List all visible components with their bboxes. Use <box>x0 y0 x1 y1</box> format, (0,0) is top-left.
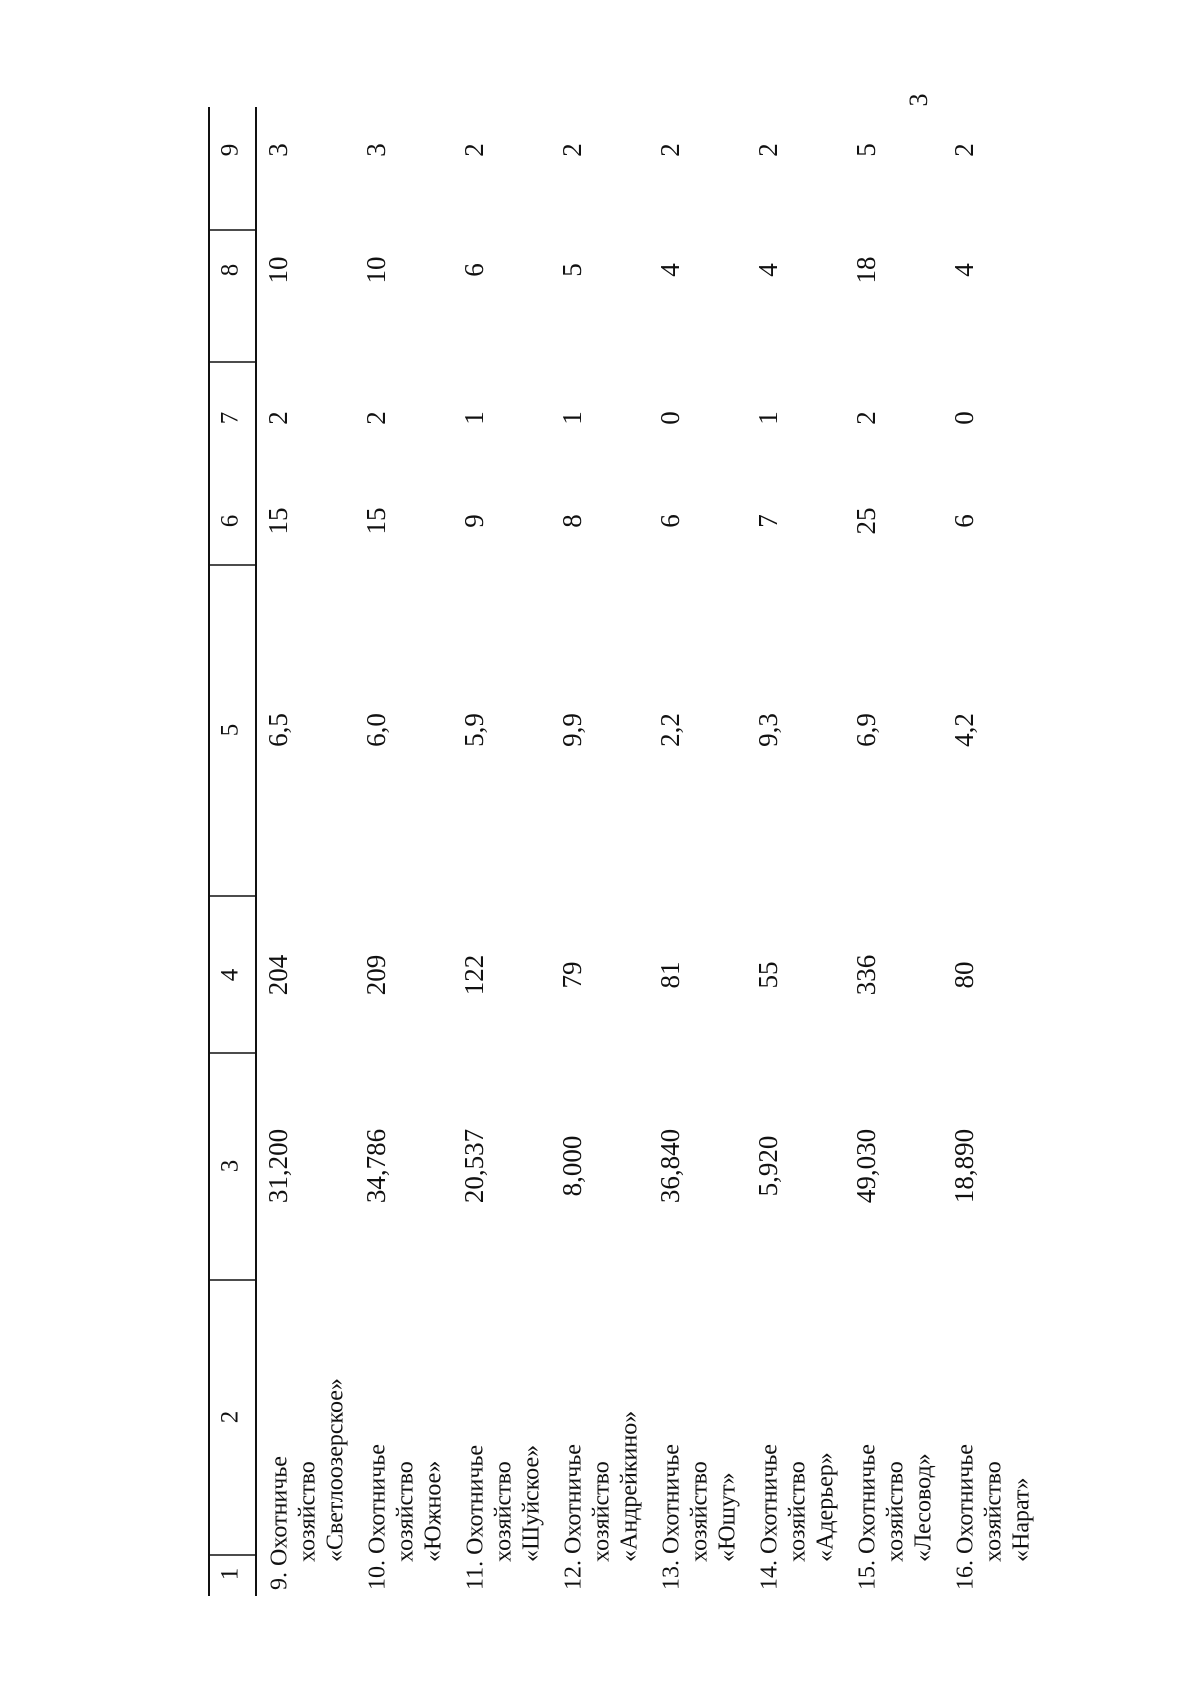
table-cell: 4 <box>753 263 784 277</box>
row-name-continuation: хозяйство <box>784 1461 811 1562</box>
column-header: 5 <box>216 723 244 737</box>
table-cell: 2 <box>655 143 686 157</box>
row-name-continuation: хозяйство <box>392 1461 419 1562</box>
table-cell: 34,786 <box>361 1128 392 1204</box>
table-cell: 10 <box>263 256 294 284</box>
table-cell: 2 <box>263 411 294 425</box>
table-cell: 15 <box>263 507 294 535</box>
table-cell: 36,840 <box>655 1128 686 1204</box>
row-name-continuation: «Светлоозерское» <box>322 1378 349 1562</box>
table-cell: 2 <box>851 411 882 425</box>
table-cell: 1 <box>753 411 784 425</box>
table-cell: 8 <box>557 514 588 528</box>
row-name-line: 15. Охотничье <box>854 1444 881 1590</box>
row-name-line: 12. Охотничье <box>560 1444 587 1590</box>
table-cell: 10 <box>361 256 392 284</box>
table-cell: 6 <box>655 514 686 528</box>
table-cell: 5 <box>851 143 882 157</box>
table-cell: 2,2 <box>655 713 686 747</box>
table-cell: 122 <box>459 954 490 996</box>
column-header: 9 <box>216 143 244 157</box>
table-cell: 55 <box>753 961 784 989</box>
row-name-line: 14. Охотничье <box>756 1444 783 1590</box>
row-name-continuation: «Нарат» <box>1008 1477 1035 1562</box>
row-name-line: 16. Охотничье <box>952 1444 979 1590</box>
table-cell: 2 <box>459 143 490 157</box>
table-cell: 4 <box>949 263 980 277</box>
table-cell: 9,9 <box>557 713 588 747</box>
table-cell: 15 <box>361 507 392 535</box>
column-header: 7 <box>216 411 244 425</box>
row-name-continuation: хозяйство <box>980 1461 1007 1562</box>
table-cell: 2 <box>361 411 392 425</box>
column-header: 3 <box>216 1159 244 1173</box>
table-cell: 79 <box>557 961 588 989</box>
page-number: 3 <box>903 93 933 107</box>
column-header: 6 <box>216 514 244 528</box>
table-cell: 81 <box>655 961 686 989</box>
table-cell: 25 <box>851 507 882 535</box>
table-cell: 9,3 <box>753 713 784 747</box>
column-header: 2 <box>216 1410 244 1424</box>
row-name-continuation: «Лесовод» <box>910 1453 937 1562</box>
table-body <box>263 143 1034 1590</box>
table-cell: 1 <box>459 411 490 425</box>
table-cell: 2 <box>949 143 980 157</box>
table-cell: 5 <box>557 263 588 277</box>
column-header: 1 <box>216 1567 244 1581</box>
table-cell: 18,890 <box>949 1128 980 1204</box>
row-name-continuation: «Юшут» <box>714 1472 741 1562</box>
table-header <box>217 144 244 1581</box>
table-cell: 20,537 <box>459 1128 490 1204</box>
table-cell: 9 <box>459 514 490 528</box>
row-name-continuation: хозяйство <box>588 1461 615 1562</box>
table-cell: 0 <box>655 411 686 425</box>
row-name-line: 11. Охотничье <box>462 1444 489 1590</box>
table-cell: 80 <box>949 961 980 989</box>
row-name-line: 13. Охотничье <box>658 1444 685 1590</box>
table-cell: 204 <box>263 954 294 996</box>
row-name-continuation: хозяйство <box>686 1461 713 1562</box>
table-cell: 31,200 <box>263 1128 294 1204</box>
table-cell: 7 <box>753 514 784 528</box>
table-cell: 5,920 <box>753 1135 784 1197</box>
table-cell: 0 <box>949 411 980 425</box>
table-cell: 6 <box>949 514 980 528</box>
table-cell: 6,5 <box>263 713 294 747</box>
table-cell: 336 <box>851 954 882 996</box>
table-cell: 2 <box>753 143 784 157</box>
row-name-continuation: «Адерьер» <box>812 1452 839 1562</box>
table-cell: 209 <box>361 954 392 996</box>
table-cell: 8,000 <box>557 1135 588 1197</box>
table-cell: 3 <box>263 143 294 157</box>
row-name-continuation: «Южное» <box>420 1460 447 1562</box>
table-cell: 3 <box>361 143 392 157</box>
table-cell: 49,030 <box>851 1128 882 1204</box>
row-name-continuation: «Шуйское» <box>518 1444 545 1562</box>
column-header: 8 <box>216 263 244 277</box>
table-cell: 18 <box>851 256 882 284</box>
row-name-line: 10. Охотничье <box>364 1444 391 1590</box>
table-cell: 5,9 <box>459 713 490 747</box>
row-name-continuation: хозяйство <box>882 1461 909 1562</box>
table-cell: 4,2 <box>949 713 980 747</box>
table-grid <box>209 107 256 1596</box>
table-cell: 4 <box>655 263 686 277</box>
table-cell: 6 <box>459 263 490 277</box>
row-name-continuation: хозяйство <box>294 1461 321 1562</box>
row-name-continuation: хозяйство <box>490 1461 517 1562</box>
table-cell: 6,0 <box>361 713 392 747</box>
table-cell: 2 <box>557 143 588 157</box>
table-cell: 1 <box>557 411 588 425</box>
table-cell: 6,9 <box>851 713 882 747</box>
row-name-continuation: «Андрейкино» <box>616 1410 643 1562</box>
row-name-line: 9. Охотничье <box>266 1456 293 1590</box>
column-header: 4 <box>216 968 244 982</box>
